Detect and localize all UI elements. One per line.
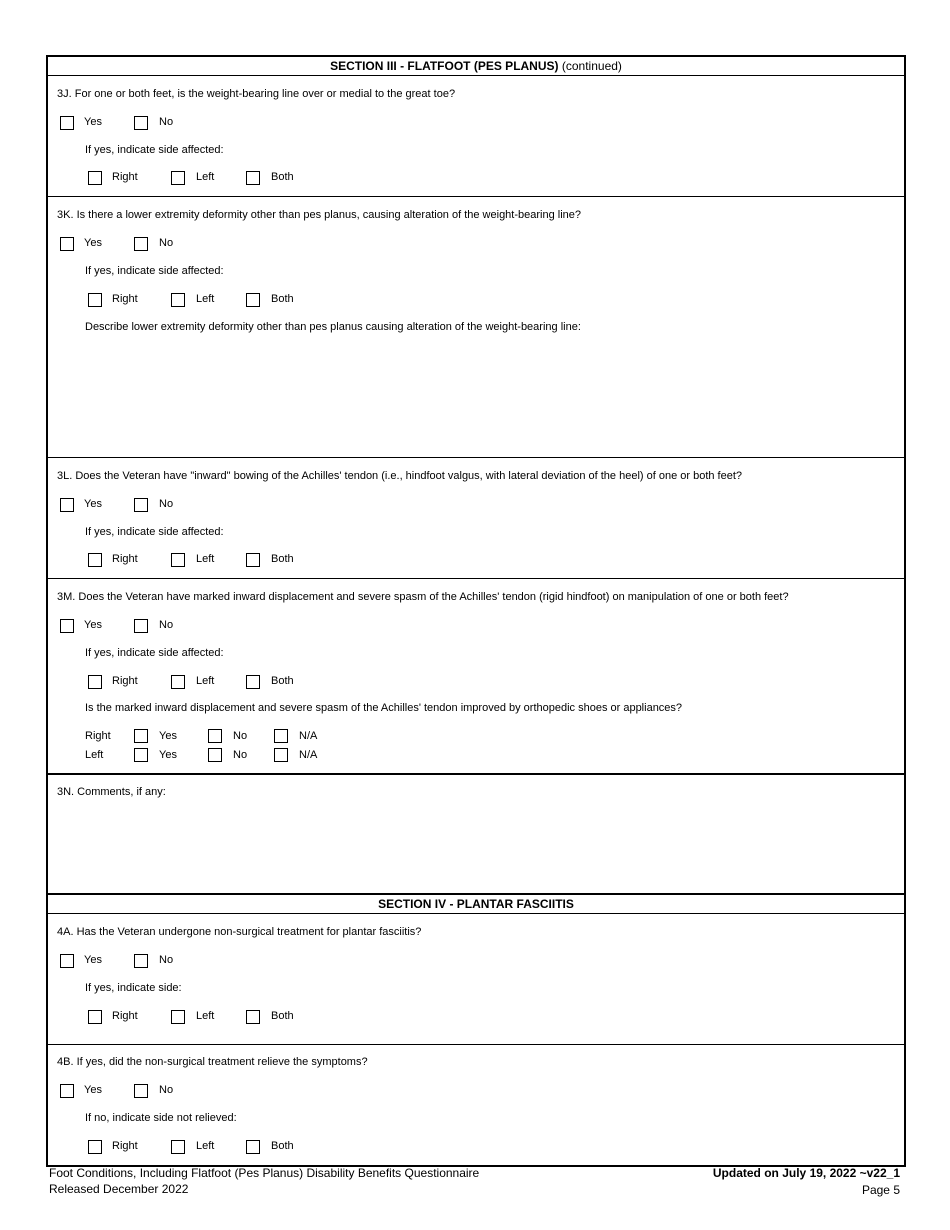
q3m-yes-label: Yes <box>84 619 102 631</box>
q4b-no-checkbox[interactable] <box>134 1084 148 1098</box>
q3m-left-label: Left <box>196 675 215 687</box>
q3j-yes-label: Yes <box>84 116 102 128</box>
q3k-left-checkbox[interactable] <box>171 293 185 307</box>
section-3-header <box>48 57 904 76</box>
q3m-right-na-checkbox[interactable] <box>274 729 288 743</box>
q4b-yes-label: Yes <box>84 1084 102 1096</box>
q4b-both-checkbox[interactable] <box>246 1140 260 1154</box>
q4a-question: 4A. Has the Veteran undergone non-surgical treatment for plantar fasciitis? <box>57 926 422 938</box>
q3k-question: 3K. Is there a lower extremity deformity other than pes planus, causing alteration of the weight-bearing line? <box>57 209 582 221</box>
q4a-yes-checkbox[interactable] <box>60 954 74 968</box>
divider <box>48 457 904 458</box>
divider <box>48 578 904 579</box>
q3j-side-prompt: If yes, indicate side affected: <box>85 144 224 156</box>
q3m-left-no-checkbox[interactable] <box>208 748 222 762</box>
q3m-left-na-label: N/A <box>299 749 318 761</box>
q4b-left-checkbox[interactable] <box>171 1140 185 1154</box>
q3j-yes-checkbox[interactable] <box>60 116 74 130</box>
q3j-both-label: Both <box>271 171 294 183</box>
q4b-right-checkbox[interactable] <box>88 1140 102 1154</box>
q3k-yes-label: Yes <box>84 237 102 249</box>
section-4-title: SECTION IV - PLANTAR FASCIITIS <box>378 897 574 911</box>
q4a-left-checkbox[interactable] <box>171 1010 185 1024</box>
q3k-yes-checkbox[interactable] <box>60 237 74 251</box>
q3m-left-no-label: No <box>233 749 248 761</box>
q4b-left-label: Left <box>196 1140 215 1152</box>
q3k-both-label: Both <box>271 293 294 305</box>
q3m-question: 3M. Does the Veteran have marked inward displacement and severe spasm of the Achilles' tendon (rigid hindfoot) on manipulation of one or both feet? <box>57 591 789 603</box>
footer-updated: Updated on July 19, 2022 ~v22_1 <box>712 1166 900 1180</box>
q3m-side-prompt: If yes, indicate side affected: <box>85 647 224 659</box>
divider <box>48 773 904 775</box>
q3n-question: 3N. Comments, if any: <box>57 786 166 798</box>
q3k-no-label: No <box>159 237 174 249</box>
q3m-right-yes-label: Yes <box>159 730 177 742</box>
q3m-no-label: No <box>159 619 174 631</box>
q4b-no-label: No <box>159 1084 174 1096</box>
q3m-both-label: Both <box>271 675 294 687</box>
q4a-no-checkbox[interactable] <box>134 954 148 968</box>
q4a-side-prompt: If yes, indicate side: <box>85 982 182 994</box>
q4a-left-label: Left <box>196 1010 215 1022</box>
q3m-right-na-label: N/A <box>299 730 318 742</box>
divider <box>48 1044 904 1045</box>
q3l-side-prompt: If yes, indicate side affected: <box>85 526 224 538</box>
q3l-right-checkbox[interactable] <box>88 553 102 567</box>
q4b-yes-checkbox[interactable] <box>60 1084 74 1098</box>
q3m-left-yes-checkbox[interactable] <box>134 748 148 762</box>
q3l-right-label: Right <box>112 553 138 565</box>
q3k-right-label: Right <box>112 293 138 305</box>
q4a-right-label: Right <box>112 1010 138 1022</box>
q3j-left-label: Left <box>196 171 215 183</box>
q3m-both-checkbox[interactable] <box>246 675 260 689</box>
footer-form-title: Foot Conditions, Including Flatfoot (Pes Planus) Disability Benefits Questionnaire <box>49 1166 480 1180</box>
q3m-row-right-side: Right <box>85 730 111 742</box>
q3m-right-label: Right <box>112 675 138 687</box>
q3m-left-checkbox[interactable] <box>171 675 185 689</box>
q3k-both-checkbox[interactable] <box>246 293 260 307</box>
section-3-title-suffix: (continued) <box>561 59 622 73</box>
q4a-both-label: Both <box>271 1010 294 1022</box>
q4b-side-prompt: If no, indicate side not relieved: <box>85 1112 237 1124</box>
q3j-question: 3J. For one or both feet, is the weight-bearing line over or medial to the great toe? <box>57 88 456 100</box>
q3j-right-checkbox[interactable] <box>88 171 102 185</box>
q4a-no-label: No <box>159 954 174 966</box>
q3k-left-label: Left <box>196 293 215 305</box>
q4a-both-checkbox[interactable] <box>246 1010 260 1024</box>
q3j-right-label: Right <box>112 171 138 183</box>
q3m-no-checkbox[interactable] <box>134 619 148 633</box>
q3m-row-left-side: Left <box>85 749 104 761</box>
divider <box>48 196 904 197</box>
q3l-left-checkbox[interactable] <box>171 553 185 567</box>
q4a-yes-label: Yes <box>84 954 102 966</box>
section-3-title: SECTION III - FLATFOOT (PES PLANUS) <box>330 59 559 73</box>
section-4-header <box>48 895 904 914</box>
q3m-improved-prompt: Is the marked inward displacement and severe spasm of the Achilles' tendon improved by orthopedic shoes or appliances? <box>85 702 683 714</box>
q3m-right-checkbox[interactable] <box>88 675 102 689</box>
q3k-describe-prompt: Describe lower extremity deformity other than pes planus causing alteration of the weight-bearing line: <box>85 321 581 333</box>
footer-page-number: Page 5 <box>861 1183 900 1197</box>
q3l-both-label: Both <box>271 553 294 565</box>
q3l-left-label: Left <box>196 553 215 565</box>
q3j-no-checkbox[interactable] <box>134 116 148 130</box>
q3k-right-checkbox[interactable] <box>88 293 102 307</box>
q3k-no-checkbox[interactable] <box>134 237 148 251</box>
q4b-both-label: Both <box>271 1140 294 1152</box>
q3l-yes-label: Yes <box>84 498 102 510</box>
q3m-left-na-checkbox[interactable] <box>274 748 288 762</box>
q3m-yes-checkbox[interactable] <box>60 619 74 633</box>
footer-released: Released December 2022 <box>49 1182 189 1196</box>
q4b-question: 4B. If yes, did the non-surgical treatment relieve the symptoms? <box>57 1056 368 1068</box>
q3j-left-checkbox[interactable] <box>171 171 185 185</box>
q3k-side-prompt: If yes, indicate side affected: <box>85 265 224 277</box>
q3l-no-label: No <box>159 498 174 510</box>
q3l-no-checkbox[interactable] <box>134 498 148 512</box>
form-frame <box>46 55 906 1167</box>
q3m-right-no-checkbox[interactable] <box>208 729 222 743</box>
q3l-both-checkbox[interactable] <box>246 553 260 567</box>
q4a-right-checkbox[interactable] <box>88 1010 102 1024</box>
q3m-right-no-label: No <box>233 730 248 742</box>
q3l-yes-checkbox[interactable] <box>60 498 74 512</box>
q3l-question: 3L. Does the Veteran have "inward" bowing of the Achilles' tendon (i.e., hindfoot valgus, with lateral deviation of the heel) of one or both feet? <box>57 470 743 482</box>
q3j-both-checkbox[interactable] <box>246 171 260 185</box>
q4b-right-label: Right <box>112 1140 138 1152</box>
q3j-no-label: No <box>159 116 174 128</box>
q3m-left-yes-label: Yes <box>159 749 177 761</box>
q3m-right-yes-checkbox[interactable] <box>134 729 148 743</box>
